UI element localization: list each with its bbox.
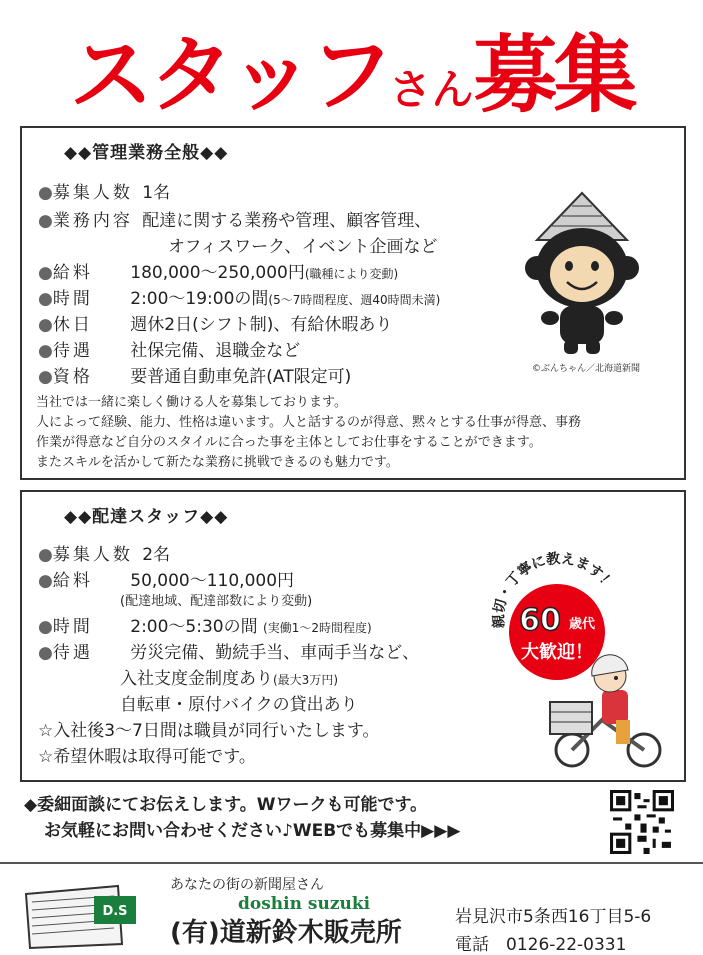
title-sub: さん: [389, 65, 474, 114]
company-name: (有)道新鈴木販売所: [170, 918, 402, 948]
page-title: [0, 8, 703, 129]
company-address: 岩見沢市5条西16丁目5-6: [455, 907, 652, 927]
delivery-staff-box: [20, 490, 686, 782]
s1-row-headcount: ●募集人数 1名: [38, 183, 171, 203]
s2-star-1: ☆入社後3〜7日間は職員が同行いたします。: [38, 721, 380, 741]
s2-row-hours: ●時間 2:00〜5:30の間 (実働1〜2時間程度): [38, 617, 372, 637]
badge-arc-text: 親切・丁寧に教えます！: [491, 550, 617, 629]
s1-row-benefits: ●待遇 社保完備、退職金など: [38, 341, 301, 361]
contact-info-text: [24, 792, 460, 844]
delivery-rider-illustration: [532, 650, 672, 770]
s2-star-2: ☆希望休暇は取得可能です。: [38, 747, 256, 767]
s1-row-holidays: ●休日 週休2日(シフト制)、有給休暇あり: [38, 315, 393, 335]
company-phone[interactable]: 電話 0126-22-0331: [455, 935, 627, 955]
s1-row-hours: ●時間 2:00〜19:00の間(5〜7時間程度、週40時間未満): [38, 289, 441, 309]
s2-row-salary: ●給料 50,000〜110,000円: [38, 571, 295, 591]
footer-english-name: doshin suzuki: [238, 894, 371, 914]
management-job-box: [20, 126, 686, 480]
logo-text: D.S: [102, 904, 128, 919]
s2-row-benefits: ●待遇 労災完備、勤続手当、車両手当など、: [38, 643, 420, 663]
newspaper-logo-icon: [22, 878, 152, 950]
footer-tagline: あなたの街の新聞屋さん: [170, 877, 324, 893]
s1-row-duties: ●業務内容 配達に関する業務や管理、顧客管理、: [38, 211, 432, 231]
title-main-2: 募集: [473, 26, 634, 124]
badge-age-suffix: 歳代: [568, 617, 596, 632]
bottom-line-2: お気軽にお問い合わせください♪WEBでも募集中▶▶▶: [44, 821, 461, 841]
s2-row-benefits-cont1: 入社支度金制度あり(最大3万円): [120, 669, 338, 689]
s1-row-salary: ●給料 180,000〜250,000円(職種により変動): [38, 263, 399, 283]
qr-code[interactable]: [610, 790, 674, 854]
s2-row-salary-note: (配達地域、配達部数により変動): [120, 594, 313, 609]
section1-heading: ◆◆管理業務全般◆◆: [64, 143, 229, 163]
bottom-line-1: ◆委細面談にてお伝えします。Wワークも可能です。: [24, 795, 428, 815]
s1-row-duties-cont: オフィスワーク、イベント企画など: [168, 237, 438, 257]
badge-welcome: 大歓迎！: [521, 642, 593, 663]
section1-description: 当社では一緒に楽しく働ける人を募集しております。 人によって経験、能力、性格は違います。人と話するのが得意、黙々とする仕事が得意、事務 作業が得意など自分のスタイルに合った事を主体としてお仕事をすることができます。 またスキルを活かして新たな業務に挑戦できるのも魅力です。: [36, 395, 581, 470]
mascot-credit: ©ぶんちゃん／北海道新聞: [532, 364, 641, 374]
s2-row-headcount: ●募集人数 2名: [38, 545, 171, 565]
s2-row-benefits-cont2: 自転車・原付バイクの貸出あり: [120, 695, 358, 715]
section2-heading: ◆◆配達スタッフ◆◆: [64, 507, 229, 527]
badge-age: 60: [519, 603, 561, 638]
title-main-1: スタッフ: [69, 26, 390, 124]
footer-divider: [0, 862, 703, 864]
s1-row-qualification: ●資格 要普通自動車免許(AT限定可): [38, 367, 352, 387]
mascot-illustration: [517, 188, 647, 363]
